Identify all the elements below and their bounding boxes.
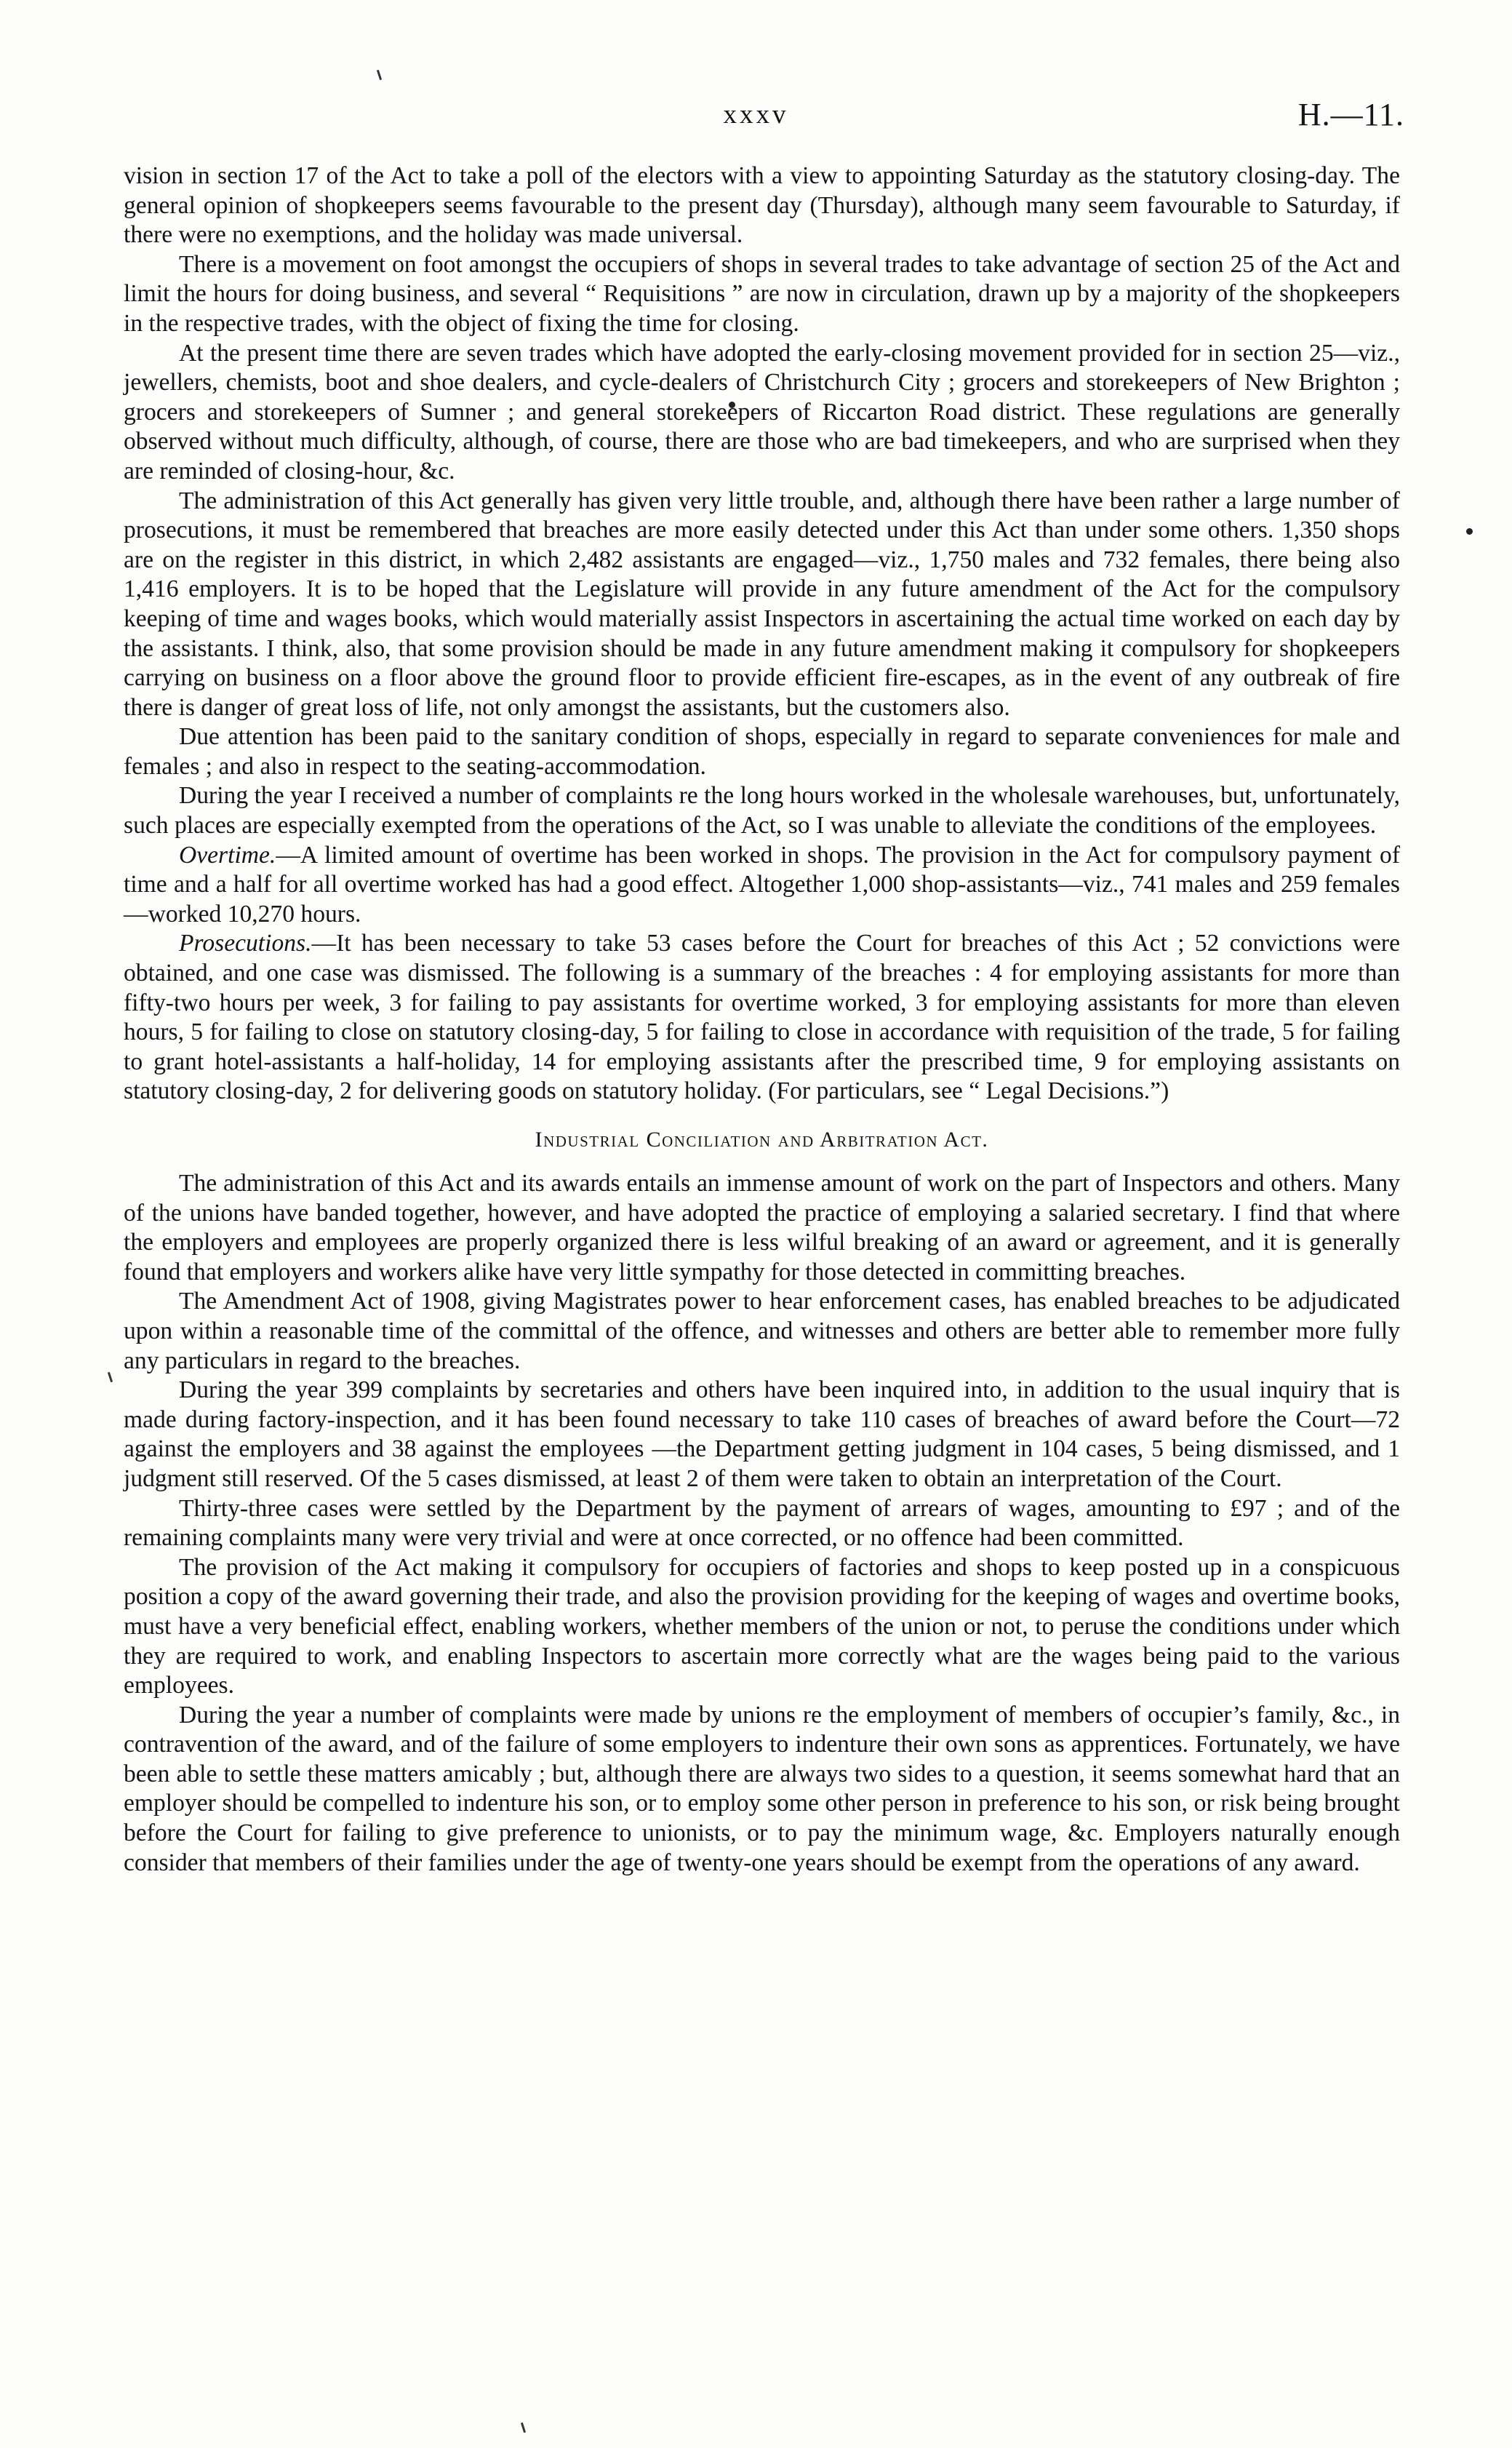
prosecutions-label: Prosecutions.	[179, 930, 312, 957]
paragraph: At the present time there are seven trades which have adopted the early-closing movement provided for in section 25—viz., jewellers, chemists, boot and shoe dealers, and cycle-dealers of Christchurch City ; grocers and storekeepers of New Brighton ; grocers and storekeepers of Sumner ; and general storekeepers of Riccarton Road district. These regulations are generally observed without much difficulty, although, of course, there are those who are bad timekeepers, and who are surprised when they are reminded of closing-hour, &c.	[124, 339, 1400, 485]
stray-mark	[521, 2423, 526, 2433]
paragraph: Due attention has been paid to the sanitary condition of shops, especially in regard to separate conveniences for male and females ; and also in respect to the seating-accommodation.	[124, 723, 1400, 780]
page-header	[0, 96, 1512, 140]
document-code: H.—11.	[1297, 97, 1404, 132]
paragraph: During the year I received a number of complaints re the long hours worked in the wholesale warehouses, but, unfortunately, such places are especially exempted from the operations of the Act, so I was unable to alleviate the conditions of the employees.	[124, 782, 1400, 840]
paragraph: There is a movement on foot amongst the occupiers of shops in several trades to take advantage of section 25 of the Act and limit the hours for doing business, and several “ Requisitions ” are now in circulation, drawn up by a majority of the shopkeepers in the respective trades, with the object of fixing the time for closing.	[124, 250, 1400, 337]
paragraph: During the year a number of complaints were made by unions re the employment of members of occupier’s family, &c., in contravention of the award, and of the failure of some employers to indenture their own sons as apprentices. Fortunately, we have been able to settle these matters amicably ; but, although there are always two sides to a question, it seems somewhat hard that an employer should be compelled to indenture his son, or to employ some other person in preference to his son, or risk being brought before the Court for failing to give preference to unionists, or to pay the minimum wage, &c. Employers naturally enough consider that members of their families under the age of twenty-one years should be exempt from the operations of any award.	[124, 1701, 1400, 1876]
stray-mark	[377, 70, 382, 80]
paragraph: The provision of the Act making it compulsory for occupiers of factories and shops to keep posted up in a conspicuous position a copy of the award governing their trade, and also the provision providing for the keeping of wages and overtime books, must have a very beneficial effect, enabling workers, whether members of the union or not, to peruse the conditions under which they are required to work, and enabling Inspectors to ascertain more correctly what are the wages being paid to the various employees.	[124, 1553, 1400, 1699]
overtime-paragraph	[124, 841, 1400, 930]
page-number: xxxv	[723, 100, 789, 129]
paragraph: Thirty-three cases were settled by the Department by the payment of arrears of wages, amounting to £97 ; and of the remaining complaints many were very trivial and were at once corrected, or no offence had been committed.	[124, 1494, 1400, 1552]
paragraph: During the year 399 complaints by secretaries and others have been inquired into, in addition to the usual inquiry that is made during factory-inspection, and it has been found necessary to take 110 cases of breaches of award before the Court—72 against the employers and 38 against the employees —the Department getting judgment in 104 cases, 5 being dismissed, and 1 judgment still reserved. Of the 5 cases dismissed, at least 2 of them were taken to obtain an interpretation of the Court.	[124, 1376, 1400, 1492]
stray-mark	[1466, 528, 1473, 535]
prosecutions-paragraph	[124, 929, 1400, 1107]
prosecutions-text: —It has been necessary to take 53 cases before the Court for breaches of this Act ; 52 convictions were obtained, and one case was dismissed. The following is a summary of the breaches : 4 for employing assistants for more than fifty-two hours per week, 3 for failing to pay assistants for overtime worked, 3 for employing assistants for more than eleven hours, 5 for failing to close on statutory closing-day, 5 for failing to close in accordance with requisition of the trade, 5 for failing to grant hotel-assistants a half-holiday, 14 for employing assistants after the prescribed time, 9 for employing assistants on statutory closing-day, 2 for delivering goods on statutory holiday. (For particulars, see “ Legal Decisions.”)	[124, 930, 1400, 1105]
document-body	[124, 162, 1400, 1878]
section-heading: Industrial Conciliation and Arbitration Act.	[535, 1128, 989, 1152]
paragraph: vision in section 17 of the Act to take a poll of the electors with a view to appointing Saturday as the statutory closing-day. The general opinion of shopkeepers seems favourable to the present day (Thursday), although many seem favourable to Saturday, if there were no exemptions, and the holiday was made universal.	[124, 162, 1400, 249]
overtime-label: Overtime.	[179, 841, 276, 869]
paragraph: The administration of this Act and its awards entails an immense amount of work on the part of Inspectors and others. Many of the unions have banded together, however, and have adopted the practice of employing a salaried secretary. I find that where the employers and employees are properly organized there is less wilful breaking of an award or agreement, and it is generally found that employers and workers alike have very little sympathy for those detected in committing breaches.	[124, 1170, 1400, 1285]
overtime-text: —A limited amount of overtime has been worked in shops. The provision in the Act for compulsory payment of time and a half for all overtime worked has had a good effect. Altogether 1,000 shop-assistants—viz., 741 males and 259 females—worked 10,270 hours.	[124, 841, 1400, 928]
paragraph: The administration of this Act generally has given very little trouble, and, although there have been rather a large number of prosecutions, it must be remembered that breaches are more easily detected under this Act than under some others. 1,350 shops are on the register in this district, in which 2,482 assistants are engaged—viz., 1,750 males and 732 females, there being also 1,416 employers. It is to be hoped that the Legislature will provide in any future amendment of the Act for the compulsory keeping of time and wages books, which would materially assist Inspectors in ascertaining the actual time worked on each day by the assistants. I think, also, that some provision should be made in any future amendment making it compulsory for shopkeepers carrying on business on a floor above the ground floor to provide efficient fire-escapes, as in the event of any outbreak of fire there is danger of great loss of life, not only amongst the assistants, but the customers also.	[124, 487, 1400, 721]
stray-mark	[108, 1372, 113, 1382]
paragraph: The Amendment Act of 1908, giving Magistrates power to hear enforcement cases, has enabled breaches to be adjudicated upon within a reasonable time of the committal of the offence, and witnesses and others are better able to remember more fully any particulars in regard to the breaches.	[124, 1288, 1400, 1374]
